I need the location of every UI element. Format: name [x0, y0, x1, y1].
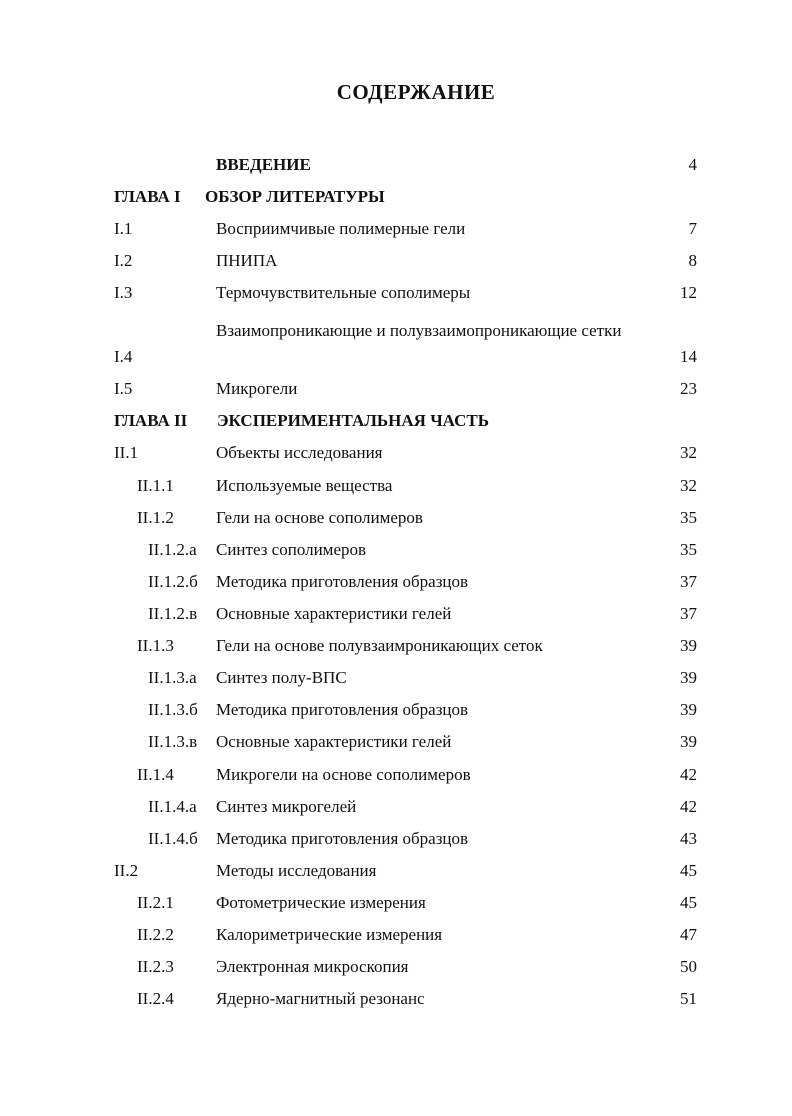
- toc-page-number: 42: [680, 765, 697, 784]
- toc-page-number: 45: [680, 861, 697, 880]
- toc-entry-number: II.1: [114, 443, 139, 462]
- toc-entry[interactable]: [0, 443, 792, 475]
- toc-entry-number: II.1.3.в: [148, 732, 198, 751]
- toc-entry-label: Основные характеристики гелей: [216, 604, 452, 623]
- toc-page-number: 39: [680, 636, 697, 655]
- toc-page-number: 42: [680, 797, 697, 816]
- toc-entry-label: Фотометрические измерения: [216, 893, 426, 912]
- toc-entry-label: ПНИПА: [216, 251, 278, 270]
- toc-entry-number: II.1.2.в: [148, 604, 198, 623]
- toc-entry-number: II.1.2.а: [148, 540, 197, 559]
- toc-entry[interactable]: [0, 572, 792, 604]
- toc-entry-label: Электронная микроскопия: [216, 957, 409, 976]
- toc-entry[interactable]: [0, 283, 792, 315]
- toc-entry-label: Используемые вещества: [216, 476, 393, 495]
- toc-entry-number: II.2: [114, 861, 139, 880]
- toc-page-number: 4: [688, 155, 697, 174]
- toc-entry[interactable]: [0, 925, 792, 957]
- toc-page-number: 32: [680, 476, 697, 495]
- chapter-1-heading[interactable]: [114, 187, 385, 207]
- toc-entry[interactable]: [0, 476, 792, 508]
- toc-entry[interactable]: [0, 636, 792, 668]
- toc-entry-number: II.1.4.б: [148, 829, 198, 848]
- toc-entry-label: Методика приготовления образцов: [216, 572, 469, 591]
- toc-page-number: 39: [680, 700, 697, 719]
- toc-entry-label: Ядерно-магнитный резонанс: [216, 989, 425, 1008]
- toc-entry[interactable]: [0, 797, 792, 829]
- toc-entry-number: II.1.3.а: [148, 668, 197, 687]
- toc-entry-label: Микрогели: [216, 379, 298, 398]
- toc-entry[interactable]: [0, 508, 792, 540]
- toc-entry-label: Основные характеристики гелей: [216, 732, 452, 751]
- toc-entry-number: II.1.1: [137, 476, 174, 495]
- chapter-title: ЭКСПЕРИМЕНТАЛЬНАЯ ЧАСТЬ: [217, 411, 489, 430]
- toc-entry[interactable]: [0, 765, 792, 797]
- toc-entry-label: Микрогели на основе сополимеров: [216, 765, 471, 784]
- toc-entry-number: II.2.1: [137, 893, 174, 912]
- toc-page-number: 7: [688, 219, 697, 238]
- toc-entry-number: II.2.3: [137, 957, 174, 976]
- toc-entry-number: II.2.2: [137, 925, 174, 944]
- toc-entry-label: Гели на основе полувзаимроникающих сеток: [216, 636, 543, 655]
- toc-page-number: 32: [680, 443, 697, 462]
- toc-entry-number: II.1.3.б: [148, 700, 198, 719]
- toc-entry-label: Восприимчивые полимерные гели: [216, 219, 466, 238]
- toc-entry-label: Калориметрические измерения: [216, 925, 443, 944]
- toc-entry-number: I.5: [114, 379, 133, 398]
- toc-entry-label: ВВЕДЕНИЕ: [216, 155, 311, 174]
- toc-page-number: 37: [680, 604, 697, 623]
- toc-entry-label: Методика приготовления образцов: [216, 829, 469, 848]
- chapter-2-heading[interactable]: [114, 411, 489, 431]
- toc-entry-label: Методы исследования: [216, 861, 377, 880]
- toc-entry-label: Термочувствительные сополимеры: [216, 283, 471, 302]
- toc-entry-label: Гели на основе сополимеров: [216, 508, 423, 527]
- toc-entry[interactable]: [0, 540, 792, 572]
- toc-entry[interactable]: [0, 379, 792, 411]
- toc-entry-number: II.2.4: [137, 989, 174, 1008]
- toc-entry[interactable]: [0, 732, 792, 764]
- toc-entry-number: II.1.2: [137, 508, 174, 527]
- chapter-title: ОБЗОР ЛИТЕРАТУРЫ: [205, 187, 385, 206]
- toc-entry-label: Взаимопроникающие и полувзаимопроникающие сетки: [216, 321, 622, 340]
- toc-entry[interactable]: [0, 893, 792, 925]
- toc-entry[interactable]: [0, 251, 792, 283]
- toc-entry-number: I.3: [114, 283, 133, 302]
- toc-page-number: 35: [680, 540, 697, 559]
- toc-entry-number: II.1.2.б: [148, 572, 198, 591]
- toc-entry[interactable]: [0, 957, 792, 989]
- toc-entry-number: II.1.4: [137, 765, 174, 784]
- toc-entry-label: Синтез микрогелей: [216, 797, 357, 816]
- toc-page-number: 51: [680, 989, 697, 1008]
- toc-page-number: 45: [680, 893, 697, 912]
- toc-page-number: 12: [680, 283, 697, 302]
- toc-entry[interactable]: [0, 700, 792, 732]
- toc-page-number: 43: [680, 829, 697, 848]
- toc-page-number: 8: [688, 251, 697, 270]
- chapter-number: ГЛАВА I: [114, 187, 181, 206]
- toc-entry-introduction[interactable]: [0, 155, 792, 187]
- toc-page-number: 37: [680, 572, 697, 591]
- chapter-number: ГЛАВА II: [114, 411, 188, 430]
- toc-entry-number: II.1.4.а: [148, 797, 197, 816]
- toc-entry-number: II.1.3: [137, 636, 174, 655]
- toc-entry[interactable]: [0, 668, 792, 700]
- toc-entry-number: I.4: [114, 347, 133, 366]
- toc-entry-label: Синтез сополимеров: [216, 540, 367, 559]
- toc-entry-label: Методика приготовления образцов: [216, 700, 469, 719]
- toc-entry[interactable]: [0, 829, 792, 861]
- toc-page-number: 39: [680, 668, 697, 687]
- toc-page-number: 50: [680, 957, 697, 976]
- toc-page-number: 47: [680, 925, 697, 944]
- toc-entry[interactable]: [0, 604, 792, 636]
- toc-entry-label: Объекты исследования: [216, 443, 383, 462]
- toc-entry-number: I.1: [114, 219, 133, 238]
- toc-entry[interactable]: [0, 989, 792, 1021]
- toc-page-number: 23: [680, 379, 697, 398]
- page-title: СОДЕРЖАНИЕ: [336, 80, 496, 104]
- toc-entry-label: Синтез полу-ВПС: [216, 668, 347, 687]
- toc-page-number: 39: [680, 732, 697, 751]
- toc-page-number: 14: [680, 347, 697, 366]
- toc-entry[interactable]: [0, 219, 792, 251]
- toc-page-number: 35: [680, 508, 697, 527]
- toc-entry-number: I.2: [114, 251, 133, 270]
- toc-entry[interactable]: [0, 861, 792, 893]
